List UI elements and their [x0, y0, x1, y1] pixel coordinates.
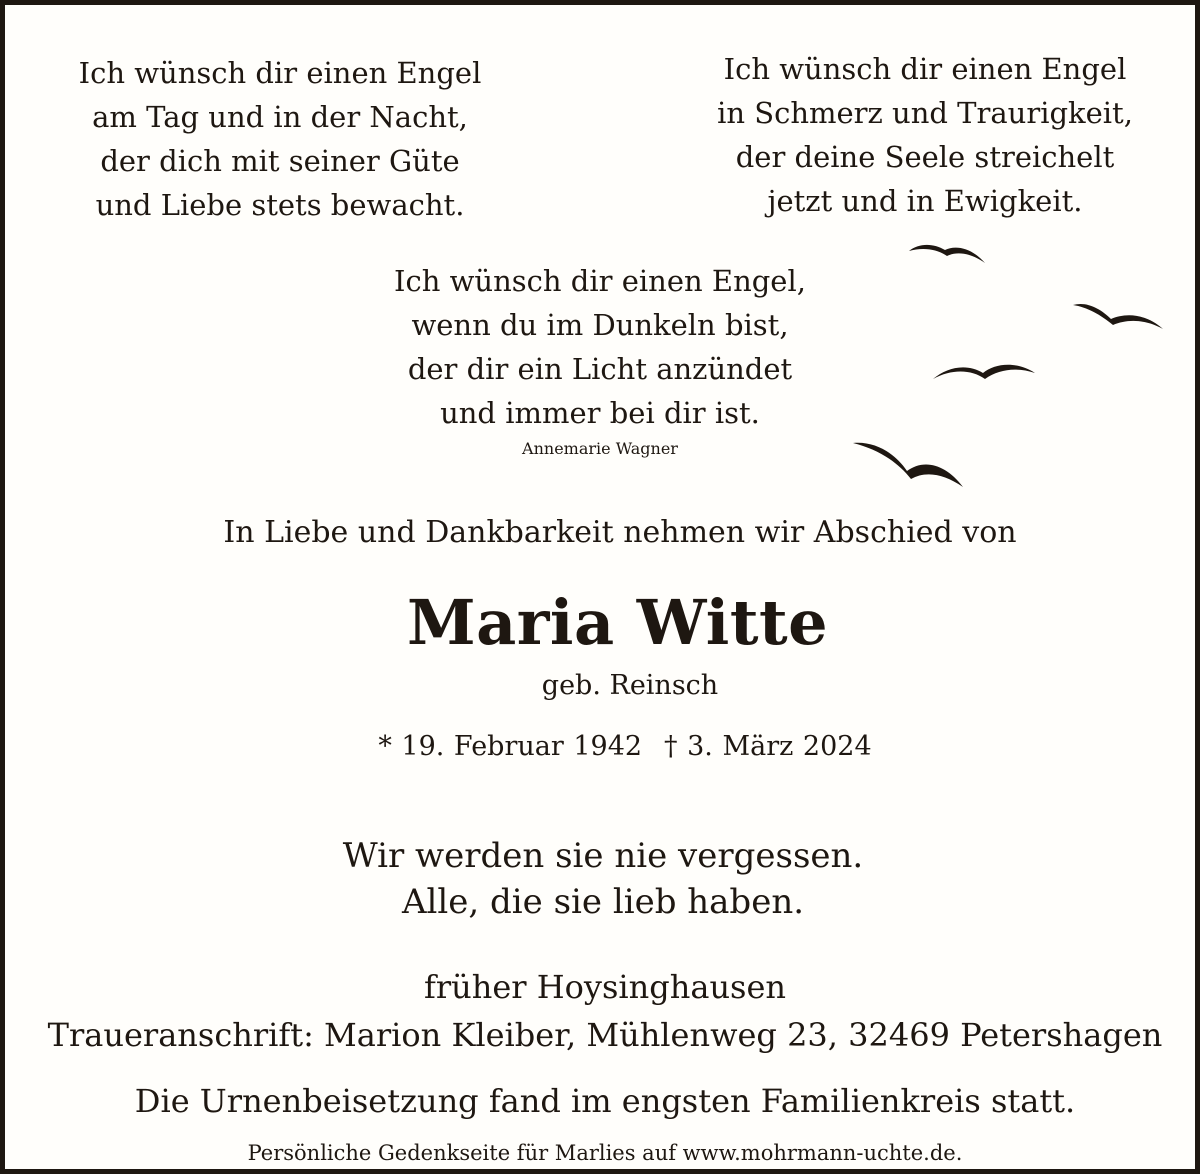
poem-line: Ich wünsch dir einen Engel — [78, 56, 482, 90]
poem-line: Ich wünsch dir einen Engel, — [394, 264, 806, 298]
birth-date: * 19. Februar 1942 — [378, 731, 643, 762]
poem-left — [45, 51, 515, 227]
bird-icon — [1073, 299, 1165, 333]
closing-line: Alle, die sie lieb haben. — [401, 882, 805, 922]
birth-name: geb. Reinsch — [541, 670, 719, 701]
bird-icon — [853, 439, 965, 491]
deceased-name: Maria Witte — [406, 586, 829, 659]
closing-text — [5, 833, 1200, 925]
bird-icon — [933, 357, 1037, 383]
death-date: † 3. März 2024 — [664, 731, 872, 762]
poem-line: jetzt und in Ewigkeit. — [767, 184, 1083, 218]
former-residence: früher Hoysinghausen — [423, 968, 787, 1006]
memorial-page-note: Persönliche Gedenkseite für Marlies auf www.mohrmann-uchte.de. — [247, 1141, 963, 1165]
intro-line: In Liebe und Dankbarkeit nehmen wir Abschied von — [223, 515, 1017, 550]
life-dates — [5, 729, 1200, 765]
burial-note: Die Urnenbeisetzung fand im engsten Familienkreis statt. — [134, 1082, 1076, 1120]
poem-line: der deine Seele streichelt — [735, 140, 1115, 174]
poem-line: wenn du im Dunkeln bist, — [411, 308, 789, 342]
bird-icon — [909, 241, 987, 267]
poem-line: und Liebe stets bewacht. — [95, 188, 465, 222]
poem-line: Ich wünsch dir einen Engel — [723, 52, 1127, 86]
poem-right — [685, 47, 1165, 223]
poem-line: der dich mit seiner Güte — [100, 144, 460, 178]
poem-line: in Schmerz und Traurigkeit, — [717, 96, 1133, 130]
closing-line: Wir werden sie nie vergessen. — [342, 836, 864, 876]
poem-author: Annemarie Wagner — [522, 439, 678, 458]
poem-line: der dir ein Licht anzündet — [407, 352, 793, 386]
poem-line: und immer bei dir ist. — [440, 396, 760, 430]
poem-line: am Tag und in der Nacht, — [92, 100, 468, 134]
poem-center — [345, 259, 855, 459]
mourning-address: Traueranschrift: Marion Kleiber, Mühlenweg 23, 32469 Petershagen — [47, 1016, 1163, 1054]
